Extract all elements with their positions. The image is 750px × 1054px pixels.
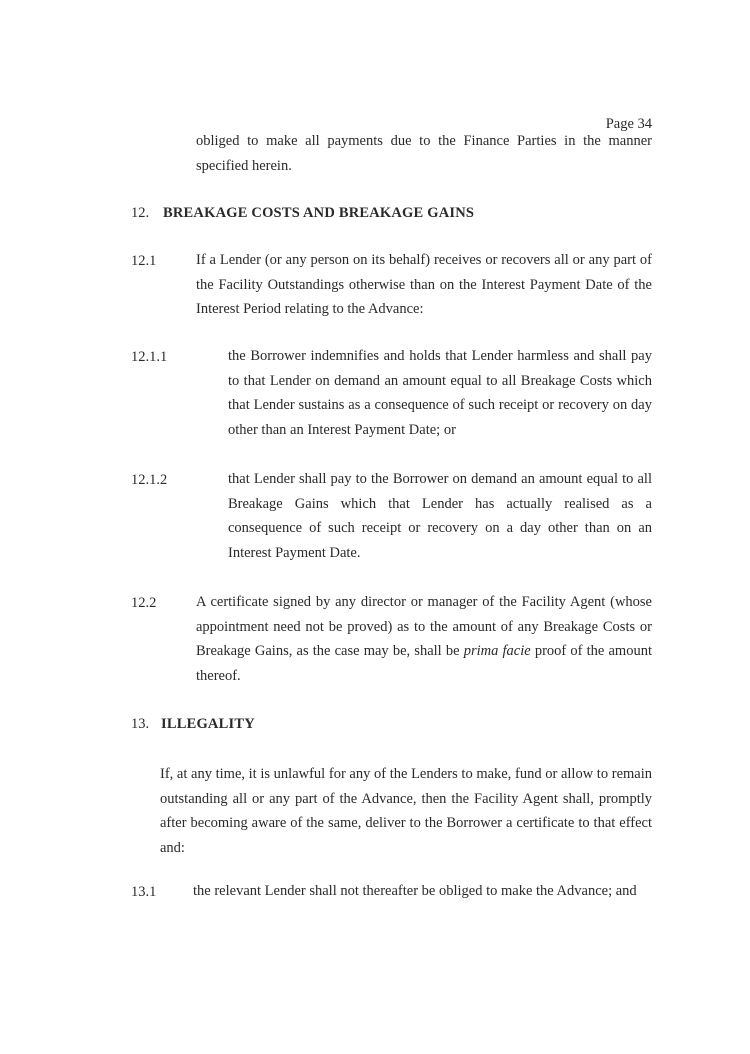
section-12-number: 12. <box>131 205 150 221</box>
clause-12-2-text-start: A certificate signed by any director or manager of the Facility Agent (whose appointment need not be proved) as to the amount of any Breakage Costs or Breakage Gains, as the case may be, shall be <box>196 594 652 659</box>
clause-12-1-1-text: the Borrower indemnifies and holds that Lender harmless and shall pay to that Lender on demand an amount equal to all Breakage Costs which that Lender sustains as a consequence of such receipt or recovery on day other than an Interest Payment Date; or <box>228 348 652 438</box>
clause-12-2-text-end: proof of the amount thereof. <box>196 643 652 684</box>
page-number: Page 34 <box>605 116 652 132</box>
clause-12-1-number: 12.1 <box>131 253 157 269</box>
clause-12-1-2-text: that Lender shall pay to the Borrower on demand an amount equal to all Breakage Gains which that Lender has actually realised as a consequence of such receipt or recovery on a day other than on an Interest Payment Date. <box>228 471 652 561</box>
clause-12-1-text: If a Lender (or any person on its behalf) receives or recovers all or any part of the Facility Outstandings otherwise than on the Interest Payment Date of the Interest Period relating to the Advance: <box>196 252 652 317</box>
carryover-paragraph: obliged to make all payments due to the Finance Parties in the manner specified herein. <box>196 133 652 174</box>
section-13-intro: If, at any time, it is unlawful for any of the Lenders to make, fund or allow to remain outstanding all or any part of the Advance, then the Facility Agent shall, promptly after becoming aware of the same, deliver to the Borrower a certificate to that effect and: <box>160 766 652 856</box>
section-12-title: BREAKAGE COSTS AND BREAKAGE GAINS <box>163 205 475 221</box>
clause-13-1-text: the relevant Lender shall not thereafter be obliged to make the Advance; and <box>193 883 637 899</box>
clause-12-1-1-number: 12.1.1 <box>131 349 168 365</box>
clause-12-1-2-number: 12.1.2 <box>131 472 168 488</box>
section-13-number: 13. <box>131 716 150 732</box>
section-13-title: ILLEGALITY <box>161 716 255 732</box>
clause-12-2-text <box>196 590 652 688</box>
clause-12-2-italic: prima facie <box>463 643 531 659</box>
clause-13-1-number: 13.1 <box>131 884 157 900</box>
clause-12-2-number: 12.2 <box>131 595 157 611</box>
